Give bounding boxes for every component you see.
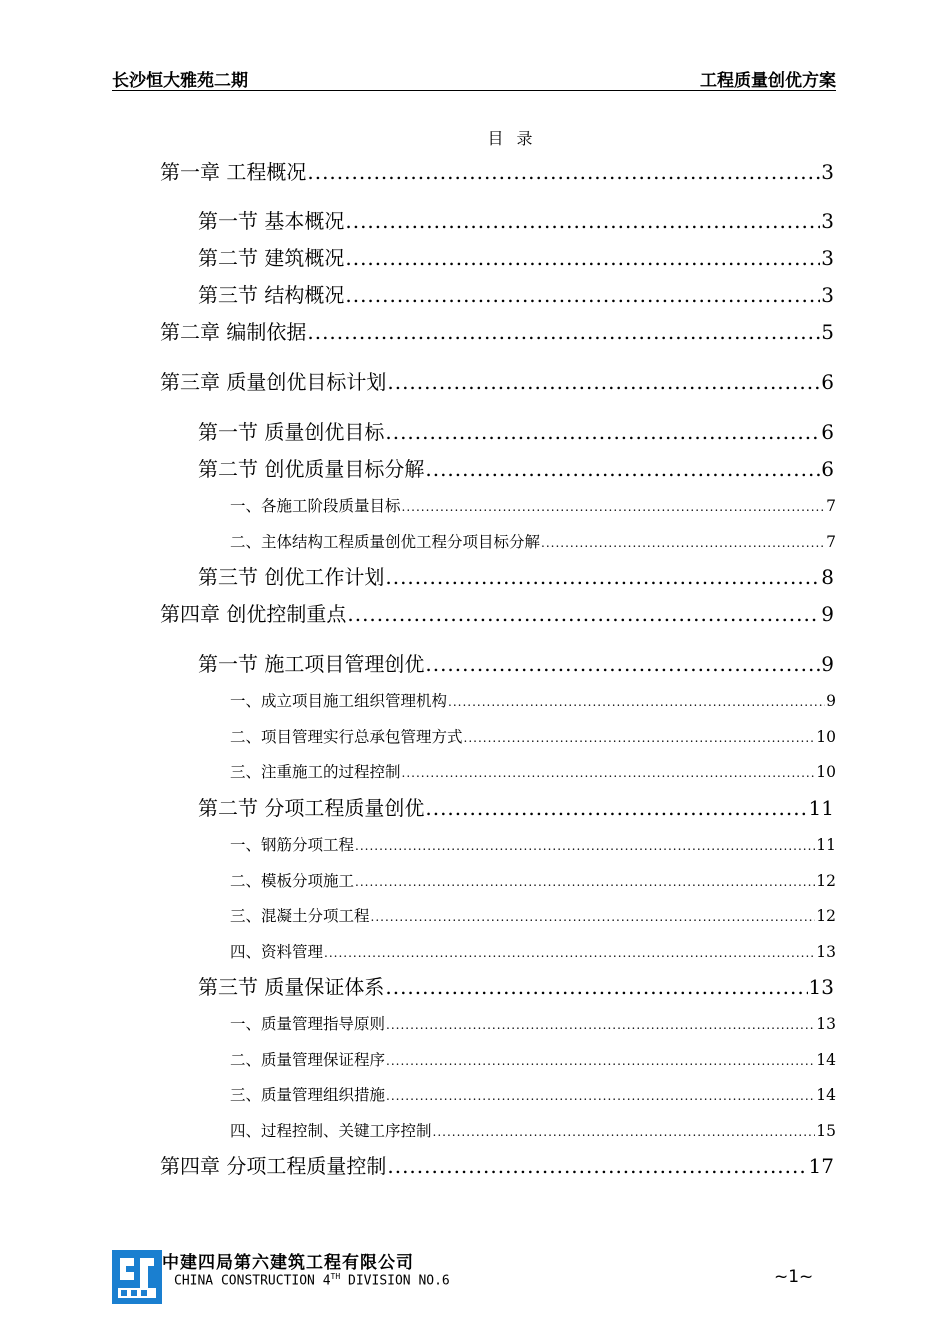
toc-entry[interactable] (230, 870, 836, 892)
toc-entry[interactable] (198, 563, 834, 591)
toc-heading (0, 126, 950, 149)
toc-entry-page: 9 (826, 692, 836, 710)
toc-entry-label: 第三节 创优工作计划 (198, 565, 385, 589)
toc-entry-page: 14 (816, 1086, 836, 1104)
toc-leader-dots (355, 835, 815, 857)
toc-entry[interactable] (198, 244, 834, 272)
toc-entry-label: 第二节 分项工程质量创优 (198, 796, 425, 820)
document-title: 工程质量创优方案 (700, 71, 836, 91)
toc-entry-label: 一、钢筋分项工程 (230, 836, 355, 854)
toc-leader-dots (402, 496, 826, 518)
toc-leader-dots (385, 973, 807, 1001)
toc-entry-label: 第四章 分项工程质量控制 (160, 1154, 387, 1178)
toc-entry-page: 3 (821, 283, 834, 307)
toc-leader-dots (425, 650, 820, 678)
toc-entry[interactable] (230, 761, 836, 783)
page-header (112, 66, 836, 91)
toc-entry[interactable] (198, 973, 834, 1001)
toc-entry-page: 6 (821, 420, 834, 444)
toc-leader-dots (371, 906, 816, 928)
toc-entry-label: 第二节 建筑概况 (198, 246, 345, 270)
toc-entry-page: 11 (816, 836, 836, 854)
toc-entry-page: 3 (821, 160, 834, 184)
toc-entry[interactable] (230, 1120, 836, 1142)
cscec-logo-icon (112, 1250, 162, 1304)
toc-entry-label: 第二节 创优质量目标分解 (198, 457, 425, 481)
toc-entry-label: 第一节 基本概况 (198, 209, 345, 233)
toc-entry-page: 10 (816, 728, 836, 746)
toc-entry[interactable] (198, 650, 834, 678)
toc-entry-label: 二、模板分项施工 (230, 872, 355, 890)
company-name-en-part: CHINA CONSTRUCTION 4 (174, 1273, 331, 1289)
toc-entry-page: 12 (816, 907, 836, 925)
toc-leader-dots (386, 1050, 815, 1072)
toc-entry-label: 一、各施工阶段质量目标 (230, 497, 401, 515)
toc-entry[interactable] (230, 1049, 836, 1071)
toc-entry[interactable] (198, 281, 834, 309)
toc-entry-label: 第三章 质量创优目标计划 (160, 370, 387, 394)
logo-base-slot (131, 1290, 137, 1296)
toc-entry-page: 14 (816, 1051, 836, 1069)
toc-entry-page: 6 (821, 370, 834, 394)
toc-entry-page: 15 (816, 1122, 836, 1140)
page-number: ~1~ (774, 1267, 814, 1287)
toc-entry[interactable] (160, 1152, 834, 1180)
toc-entry-label: 第三节 结构概况 (198, 283, 345, 307)
logo-base-slot (121, 1290, 127, 1296)
toc-entry-label: 第一节 质量创优目标 (198, 420, 385, 444)
toc-entry[interactable] (198, 418, 834, 446)
toc-entry-page: 7 (826, 533, 836, 551)
toc-entry[interactable] (198, 455, 834, 483)
toc-entry[interactable] (230, 1084, 836, 1106)
toc-entry-label: 第四章 创优控制重点 (160, 602, 347, 626)
toc-entry-page: 10 (816, 763, 836, 781)
toc-entry-label: 二、项目管理实行总承包管理方式 (230, 728, 463, 746)
toc-entry[interactable] (230, 941, 836, 963)
toc-entry-label: 四、过程控制、关键工序控制 (230, 1122, 432, 1140)
company-name-cn: 中建四局第六建筑工程有限公司 (162, 1253, 414, 1273)
toc-entry-page: 7 (826, 497, 836, 515)
company-name-en-part: DIVISION NO.6 (340, 1273, 450, 1289)
toc-entry[interactable] (198, 207, 834, 235)
toc-entry-label: 第二章 编制依据 (160, 320, 307, 344)
toc-entry-label: 第一章 工程概况 (160, 160, 307, 184)
company-logo-icon (112, 1250, 162, 1304)
toc-leader-dots (386, 1085, 815, 1107)
toc-entry-page: 3 (821, 246, 834, 270)
page-footer (112, 1248, 836, 1306)
toc-leader-dots (448, 691, 825, 713)
toc-leader-dots (387, 1152, 807, 1180)
toc-leader-dots (385, 418, 820, 446)
toc-entry-page: 3 (821, 209, 834, 233)
project-name: 长沙恒大雅苑二期 (112, 71, 248, 91)
toc-entry-label: 二、质量管理保证程序 (230, 1051, 386, 1069)
toc-leader-dots (345, 244, 820, 272)
toc-entry[interactable] (230, 834, 836, 856)
toc-entry-page: 12 (816, 872, 836, 890)
toc-entry[interactable] (160, 368, 834, 396)
toc-entry-label: 一、质量管理指导原则 (230, 1015, 386, 1033)
toc-leader-dots (433, 1121, 816, 1143)
toc-entry[interactable] (230, 905, 836, 927)
toc-entry-page: 13 (816, 943, 836, 961)
toc-entry-page: 6 (821, 457, 834, 481)
toc-entry[interactable] (198, 794, 834, 822)
toc-leader-dots (345, 207, 820, 235)
toc-entry-page: 11 (808, 796, 834, 820)
toc-entry-label: 第三节 质量保证体系 (198, 975, 385, 999)
toc-entry-label: 三、质量管理组织措施 (230, 1086, 386, 1104)
toc-entry-label: 一、成立项目施工组织管理机构 (230, 692, 448, 710)
toc-entry-label: 第一节 施工项目管理创优 (198, 652, 425, 676)
toc-leader-dots (386, 1014, 815, 1036)
toc-leader-dots (387, 368, 820, 396)
toc-leader-dots (464, 727, 816, 749)
toc-leader-dots (425, 455, 820, 483)
toc-leader-dots (324, 942, 815, 964)
toc-entry[interactable] (160, 600, 834, 628)
company-name-en-sup: TH (330, 1272, 341, 1281)
toc-entry[interactable] (230, 726, 836, 748)
toc-entry[interactable] (230, 495, 836, 517)
toc-entry-label: 四、资料管理 (230, 943, 324, 961)
toc-leader-dots (385, 563, 820, 591)
toc-entry[interactable] (160, 158, 834, 186)
toc-entry-label: 三、混凝土分项工程 (230, 907, 370, 925)
toc-entry[interactable] (230, 690, 836, 712)
toc-entry[interactable] (230, 1013, 836, 1035)
toc-leader-dots (402, 762, 816, 784)
company-name-en (174, 1272, 450, 1288)
toc-entry-page: 13 (808, 975, 834, 999)
toc-leader-dots (347, 600, 820, 628)
toc-leader-dots (425, 794, 807, 822)
toc-entry[interactable] (230, 531, 836, 553)
toc-leader-dots (345, 281, 820, 309)
toc-leader-dots (307, 158, 820, 186)
toc-entry-page: 5 (821, 320, 834, 344)
toc-entry-page: 13 (816, 1015, 836, 1033)
toc-entry-page: 9 (821, 602, 834, 626)
logo-base-slot (141, 1290, 147, 1296)
toc-entry-page: 9 (821, 652, 834, 676)
toc-leader-dots (355, 871, 815, 893)
toc-entry-label: 三、注重施工的过程控制 (230, 763, 401, 781)
toc-heading-text: 目 录 (487, 129, 537, 148)
toc-leader-dots (541, 532, 825, 554)
toc-entry-page: 8 (821, 565, 834, 589)
toc-leader-dots (307, 318, 820, 346)
toc-entry-page: 17 (808, 1154, 834, 1178)
toc-entry-label: 二、主体结构工程质量创优工程分项目标分解 (230, 533, 541, 551)
toc-entry[interactable] (160, 318, 834, 346)
